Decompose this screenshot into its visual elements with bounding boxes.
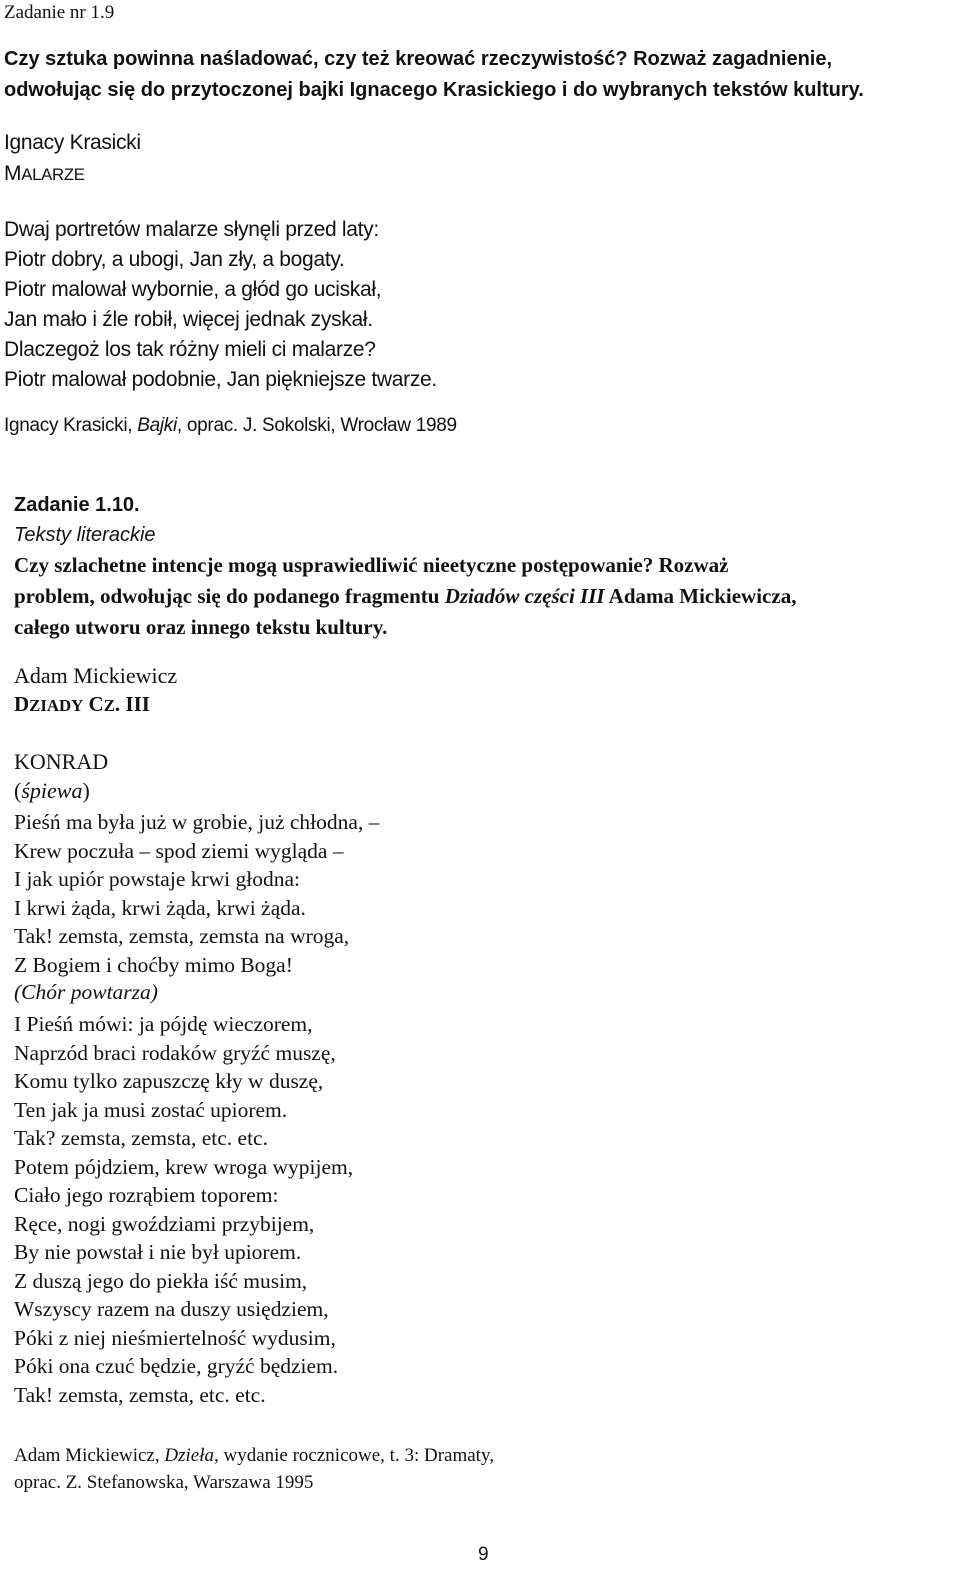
verse-line: Tak? zemsta, zemsta, etc. etc. <box>14 1126 268 1150</box>
verse-line: Póki z niej nieśmiertelność wydusim, <box>14 1325 336 1350</box>
poem-title <box>4 162 85 186</box>
question-line: odwołując się do przytoczonej bajki Ignacego Krasickiego i do wybranych tekstów kultury. <box>4 79 864 101</box>
source-work-title: Dzieła <box>164 1445 214 1466</box>
verse-line: Potem pójdziem, krew wroga wypijem, <box>14 1154 354 1179</box>
source-citation <box>4 415 457 437</box>
title-part: ZIADY <box>29 696 84 715</box>
title-part: Z <box>103 696 115 715</box>
stage-direction: (Chór powtarza) <box>14 980 158 1004</box>
source-citation <box>14 1442 494 1496</box>
question-line: Czy sztuka powinna naśladować, czy też kreować rzeczywistość? Rozważ zagadnienie, <box>4 48 833 70</box>
title-part: . III <box>114 692 150 716</box>
verse-line: Ciało jego rozrąbiem toporem: <box>14 1183 279 1207</box>
drama-verse <box>14 1010 353 1409</box>
paren-open: ( <box>14 778 22 803</box>
question-suffix: Adama Mickiewicza, <box>604 584 797 608</box>
source-suffix: , oprac. J. Sokolski, Wrocław 1989 <box>176 415 457 436</box>
verse-line: Krew poczuła – spod ziemi wygląda – <box>14 838 344 863</box>
poem-line: Dlaczegoż los tak różny mieli ci malarze? <box>4 338 376 361</box>
verse-line: I Pieśń mówi: ja pójdę wieczorem, <box>14 1012 313 1036</box>
source-work-title: Bajki <box>137 415 177 436</box>
poem-line: Piotr dobry, a ubogi, Jan zły, a bogaty. <box>4 248 345 271</box>
task-heading: Zadanie 1.10. <box>14 494 140 516</box>
page-number: 9 <box>478 1544 489 1565</box>
verse-line: I krwi żąda, krwi żąda, krwi żąda. <box>14 895 306 920</box>
verse-line: Komu tylko zapuszczę kły w duszę, <box>14 1069 324 1093</box>
question-line: całego utworu oraz innego tekstu kultury. <box>14 615 388 639</box>
verse-line: Tak! zemsta, zemsta, zemsta na wroga, <box>14 924 350 948</box>
drama-verse <box>14 808 379 979</box>
verse-line: Wszyscy razem na duszy usiędziem, <box>14 1297 329 1321</box>
verse-line: Ręce, nogi gwoździami przybijem, <box>14 1211 315 1236</box>
question-line: Czy szlachetne intencje mogą usprawiedliwić nieetyczne postępowanie? Rozważ <box>14 553 729 577</box>
verse-line: Z Bogiem i choćby mimo Boga! <box>14 952 293 977</box>
verse-line: I jak upiór powstaje krwi głodna: <box>14 867 301 891</box>
poem-title-initial: M <box>4 162 22 185</box>
verse-line: By nie powstał i nie był upiorem. <box>14 1240 302 1264</box>
drama-author: Adam Mickiewicz <box>14 663 178 688</box>
verse-line: Pieśń ma była już w grobie, już chłodna, – <box>14 810 380 834</box>
verse-line: Póki ona czuć będzie, gryźć będziem. <box>14 1354 339 1378</box>
speaker-name: KONRAD <box>14 749 109 774</box>
poem-line: Dwaj portretów malarze słynęli przed laty: <box>4 218 379 241</box>
drama-title <box>14 692 150 717</box>
task-heading: Zadanie nr 1.9 <box>4 2 115 23</box>
stage-direction-text: śpiewa <box>21 778 83 803</box>
poem-line: Jan mało i źle robił, więcej jednak zyskał. <box>4 308 373 331</box>
verse-line: Naprzód braci rodaków gryźć muszę, <box>14 1040 336 1065</box>
source-line: oprac. Z. Stefanowska, Warszawa 1995 <box>14 1472 314 1493</box>
verse-line: Ten jak ja musi zostać upiorem. <box>14 1097 288 1122</box>
poem-line: Piotr malował wybornie, a głód go uciskał, <box>4 278 382 301</box>
paren-close: ) <box>82 778 90 803</box>
title-part: C <box>88 692 104 716</box>
question-work-title: Dziadów części III <box>444 584 605 608</box>
task-question <box>14 550 796 643</box>
poem-author: Ignacy Krasicki <box>4 131 141 154</box>
verse-line: Z duszą jego do piekła iść musim, <box>14 1268 308 1293</box>
task-question <box>4 44 864 106</box>
task-category: Teksty literackie <box>14 524 156 546</box>
source-prefix: Ignacy Krasicki, <box>4 415 138 436</box>
source-suffix: , wydanie rocznicowe, t. 3: Dramaty, <box>213 1445 494 1466</box>
question-prefix: problem, odwołując się do podanego fragmentu <box>14 584 445 608</box>
title-part: D <box>14 692 30 716</box>
question-line <box>14 581 796 612</box>
poem-line: Piotr malował podobnie, Jan piękniejsze twarze. <box>4 368 437 391</box>
source-line <box>14 1442 494 1469</box>
poem-title-rest: ALARZE <box>21 165 85 184</box>
source-prefix: Adam Mickiewicz, <box>14 1445 165 1466</box>
verse-line: Tak! zemsta, zemsta, etc. etc. <box>14 1382 266 1407</box>
stage-direction <box>14 778 90 804</box>
poem-text <box>4 215 437 395</box>
